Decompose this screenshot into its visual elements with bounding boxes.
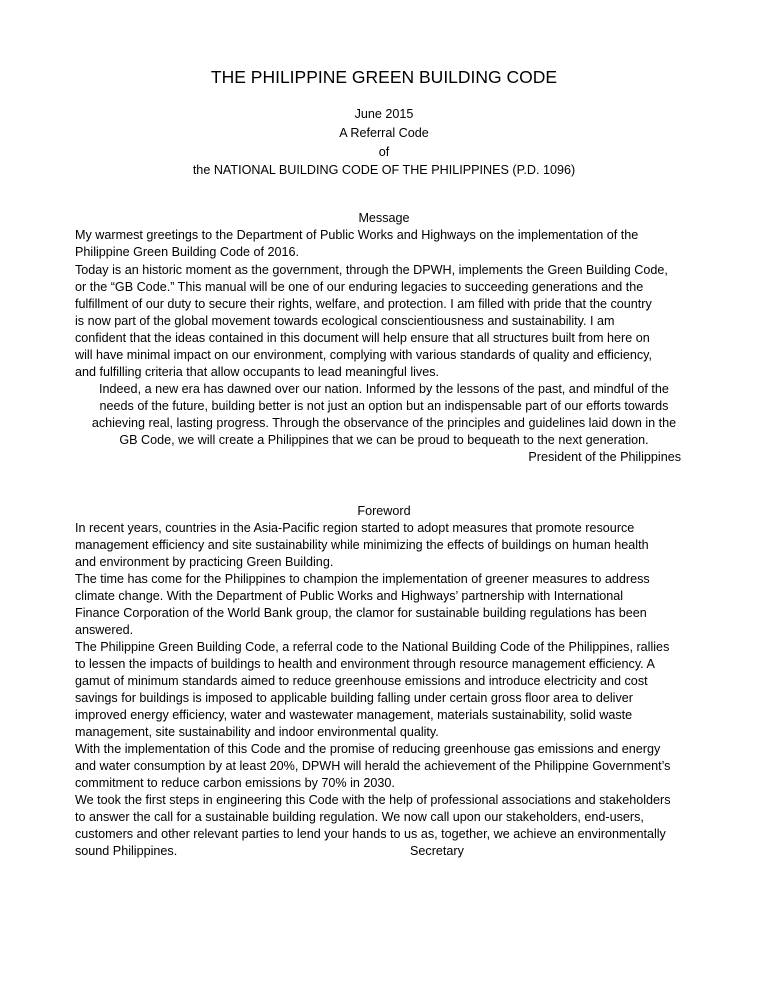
- message-line: Indeed, a new era has dawned over our nation. Informed by the lessons of the past, and mindful of the: [99, 382, 669, 396]
- document-subtitle-line-1: A Referral Code: [339, 126, 429, 140]
- foreword-line: We took the first steps in engineering this Code with the help of professional associations and stakeholders: [75, 793, 671, 807]
- foreword-line: gamut of minimum standards aimed to reduce greenhouse emissions and introduce electricity and cost: [75, 674, 648, 688]
- message-line: Today is an historic moment as the government, through the DPWH, implements the Green Building Code,: [75, 263, 668, 277]
- message-line: or the “GB Code.” This manual will be one of our enduring legacies to succeeding generations and the: [75, 280, 644, 294]
- message-line: Philippine Green Building Code of 2016.: [75, 245, 300, 259]
- message-signature: President of the Philippines: [528, 450, 681, 464]
- document-date: June 2015: [354, 107, 414, 121]
- foreword-line: climate change. With the Department of Public Works and Highways’ partnership with International: [75, 589, 624, 603]
- foreword-line: In recent years, countries in the Asia-Pacific region started to adopt measures that promote resource: [75, 521, 635, 535]
- foreword-signature: Secretary: [410, 844, 464, 858]
- foreword-line: and water consumption by at least 20%, DPWH will herald the achievement of the Philippine Government’s: [75, 759, 671, 773]
- foreword-line: sound Philippines.: [75, 844, 178, 858]
- foreword-line: The Philippine Green Building Code, a referral code to the National Building Code of the Philippines, rallies: [75, 640, 670, 654]
- document-subtitle-line-3: the NATIONAL BUILDING CODE OF THE PHILIPPINES (P.D. 1096): [192, 163, 576, 177]
- foreword-heading: Foreword: [357, 504, 411, 518]
- foreword-line: to lessen the impacts of buildings to health and environment through resource management efficiency. A: [75, 657, 655, 671]
- foreword-line: commitment to reduce carbon emissions by 70% in 2030.: [75, 776, 395, 790]
- foreword-line: Finance Corporation of the World Bank group, the clamor for sustainable building regulations has been: [75, 606, 647, 620]
- foreword-line: and environment by practicing Green Building.: [75, 555, 334, 569]
- message-line: fulfillment of our duty to secure their rights, welfare, and protection. I am filled with pride that the country: [75, 297, 652, 311]
- foreword-line: savings for buildings is imposed to applicable building falling under certain gross floor area to deliver: [75, 691, 633, 705]
- foreword-line: customers and other relevant parties to lend your hands to us as, together, we achieve an environmentally: [75, 827, 666, 841]
- message-line: needs of the future, building better is not just an option but an indispensable part of our efforts towards: [99, 399, 669, 413]
- message-heading: Message: [358, 211, 410, 225]
- message-line: GB Code, we will create a Philippines that we can be proud to bequeath to the next generation.: [119, 433, 649, 447]
- message-line: My warmest greetings to the Department of Public Works and Highways on the implementation of the: [75, 228, 639, 242]
- foreword-line: The time has come for the Philippines to champion the implementation of greener measures to address: [75, 572, 650, 586]
- foreword-line: improved energy efficiency, water and wastewater management, materials sustainability, solid waste: [75, 708, 633, 722]
- message-line: achieving real, lasting progress. Through the observance of the principles and guidelines laid down in the: [91, 416, 677, 430]
- message-line: confident that the ideas contained in this document will help ensure that all structures built from here on: [75, 331, 650, 345]
- document-subtitle-line-2: of: [378, 145, 390, 159]
- message-line: is now part of the global movement towards ecological conscientiousness and sustainability. I am: [75, 314, 615, 328]
- document-title: THE PHILIPPINE GREEN BUILDING CODE: [210, 67, 558, 87]
- foreword-line: With the implementation of this Code and the promise of reducing greenhouse gas emissions and energy: [75, 742, 661, 756]
- foreword-line: management, site sustainability and indoor environmental quality.: [75, 725, 439, 739]
- message-line: and fulfilling criteria that allow occupants to lead meaningful lives.: [75, 365, 440, 379]
- foreword-line: management efficiency and site sustainability while minimizing the effects of buildings on human health: [75, 538, 649, 552]
- foreword-line: answered.: [75, 623, 134, 637]
- foreword-line: to answer the call for a sustainable building regulation. We now call upon our stakeholders, end-users,: [75, 810, 644, 824]
- message-line: will have minimal impact on our environment, complying with various standards of quality and efficiency,: [75, 348, 653, 362]
